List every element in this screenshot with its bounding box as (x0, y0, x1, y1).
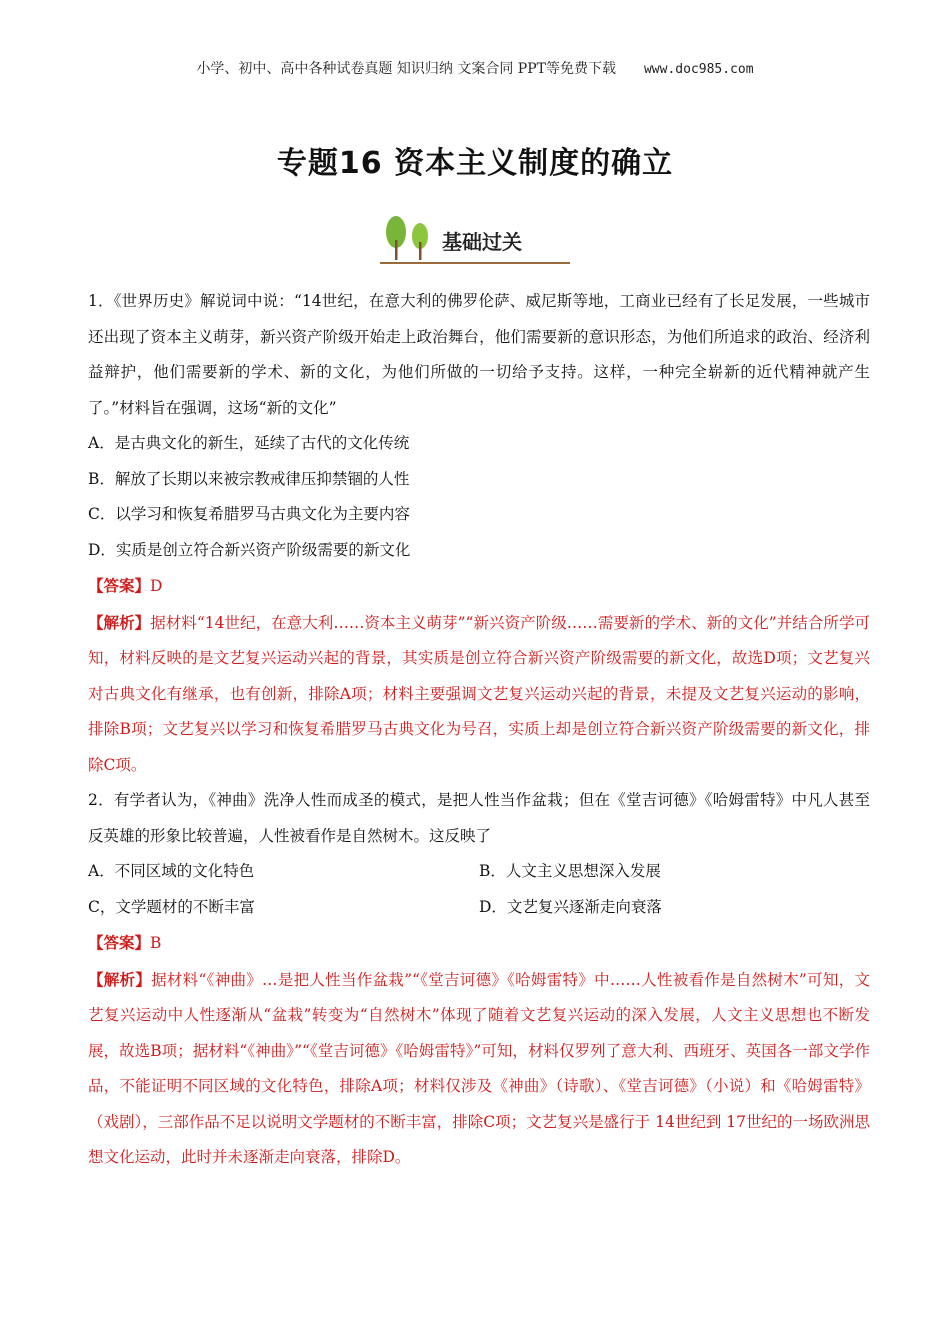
question-list (88, 284, 870, 1176)
explanation-tag: 【解析】 (88, 612, 151, 632)
explanation-text: 据材料“《神曲》…是把人性当作盆栽”“《堂吉诃德》《哈姆雷特》中……人性被看作是自然树木”可知，文艺复兴运动中人性逐渐从“盆栽”转变为“自然树木”体现了随着文艺复兴运动的深入发展，人文主义思想也不断发展，故选B项；据材料“《神曲》”“《堂吉诃德》《哈姆雷特》”可知，材料仅罗列了意大利、西班牙、英国各一部文学作品，不能证明不同区域的文化特色，排除A项；材料仅涉及《神曲》（诗歌）、《堂吉诃德》（小说）和《哈姆雷特》（戏剧），三部作品不足以说明文学题材的不断丰富，排除C项；文艺复兴是盛行于 14世纪到 17世纪的一场欧洲思想文化运动，此时并未逐渐走向衰落，排除D。 (88, 970, 870, 1166)
answer-tag: 【答案】 (88, 576, 151, 595)
header-url[interactable]: www.doc985.com (643, 62, 754, 77)
option-d: D．文艺复兴逐渐走向衰落 (479, 897, 662, 916)
option-a: A．不同区域的文化特色 (88, 862, 255, 880)
tree-icon (380, 212, 440, 262)
answer-tag: 【答案】 (88, 933, 151, 952)
answer-value: D (150, 577, 163, 595)
page-header (0, 58, 950, 78)
question-1 (88, 284, 870, 783)
answer-line (88, 925, 870, 962)
question-stem: 2．有学者认为，《神曲》洗净人性而成圣的模式，是把人性当作盆栽；但在《堂吉诃德》《哈姆雷特》中凡人甚至反英雄的形象比较普遍，人性被看作是自然树木。这反映了 (88, 791, 870, 845)
question-stem: 1．《世界历史》解说词中说：“14世纪，在意大利的佛罗伦萨、威尼斯等地，工商业已经有了长足发展，一些城市还出现了资本主义萌芽，新兴资产阶级开始走上政治舞台，他们需要新的意识形态，为他们所追求的政治、经济利益辩护，他们需要新的学术、新的文化，为他们所做的一切给予支持。这样，一种完全崭新的近代精神就产生了。”材料旨在强调，这场“新的文化” (88, 292, 870, 417)
options-row (88, 890, 870, 926)
option-b: B．解放了长期以来被宗教戒律压抑禁锢的人性 (88, 469, 410, 488)
option-d: D．实质是创立符合新兴资产阶级需要的新文化 (88, 540, 411, 559)
explanation-text: 据材料“14世纪，在意大利……资本主义萌芽”“新兴资产阶级……需要新的学术、新的文化”并结合所学可知，材料反映的是文艺复兴运动兴起的背景，其实质是创立符合新兴资产阶级需要的新文化，故选D项；文艺复兴对古典文化有继承，也有创新，排除A项；材料主要强调文艺复兴运动兴起的背景，未提及文艺复兴运动的影响，排除B项；文艺复兴以学习和恢复希腊罗马古典文化为号召，实质上却是创立符合新兴资产阶级需要的新文化，排除C项。 (88, 613, 870, 774)
page-title: 专题16 资本主义制度的确立 (276, 146, 674, 181)
explanation (88, 605, 870, 784)
question-2 (88, 783, 870, 1176)
explanation-tag: 【解析】 (88, 969, 152, 989)
answer-value: B (150, 934, 162, 952)
option-b: B．人文主义思想深入发展 (479, 862, 661, 880)
explanation (88, 962, 870, 1176)
section-label: 基础过关 (442, 230, 522, 254)
option-c: C．以学习和恢复希腊罗马古典文化为主要内容 (88, 505, 410, 523)
options-row (88, 854, 870, 890)
header-text: 小学、初中、高中各种试卷真题 知识归纳 文案合同 PPT等免费下载 (196, 61, 616, 77)
banner-divider (380, 262, 570, 264)
option-a: A．是古典文化的新生，延续了古代的文化传统 (88, 434, 410, 452)
section-banner (380, 212, 570, 264)
option-c: C，文学题材的不断丰富 (88, 897, 255, 916)
answer-line (88, 568, 870, 605)
